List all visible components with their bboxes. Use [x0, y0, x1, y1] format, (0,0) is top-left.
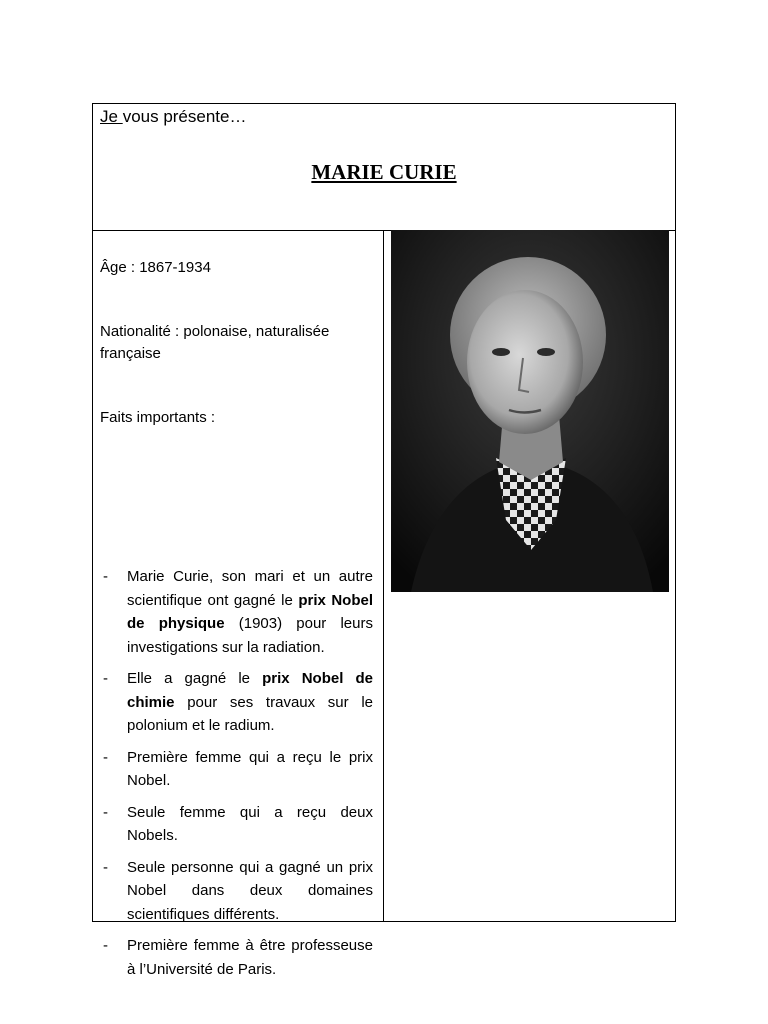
- fact-item: [100, 801, 373, 848]
- nationality-line-1: Nationalité : polonaise, naturalisée: [100, 323, 330, 340]
- bullet-dash: -: [103, 858, 108, 876]
- portrait-photo: [391, 230, 669, 592]
- fact-text: Première femme qui a reçu le prix Nobel.: [127, 748, 373, 789]
- facts-list: [100, 565, 373, 981]
- page-title: MARIE CURIE: [311, 160, 457, 184]
- fact-text: Seule personne qui a gagné un prix Nobel dans deux domaines scientifiques différents.: [127, 858, 373, 923]
- facts-label: Faits importants :: [100, 409, 216, 426]
- info-cell: [93, 230, 384, 978]
- fact-item: [100, 565, 373, 659]
- fact-text: (1903) pour leurs investigations sur la radiation.: [127, 615, 373, 656]
- nationality-line-2: française: [100, 345, 161, 362]
- fact-highlight: prix Nobel de physique: [127, 591, 373, 632]
- bullet-dash: -: [103, 748, 108, 766]
- profile-sheet: [92, 103, 676, 978]
- fact-item: [100, 667, 373, 738]
- age-line: Âge : 1867-1934: [100, 259, 211, 276]
- bullet-dash: -: [103, 803, 108, 821]
- fact-text: Marie Curie, son mari et un autre scientifique ont gagné le: [127, 568, 373, 609]
- fact-text: Première femme à être professeuse à l’Université de Paris.: [127, 937, 373, 978]
- bullet-dash: -: [103, 568, 108, 585]
- fact-text: Elle a gagné le: [127, 670, 263, 687]
- fact-item: [100, 746, 373, 793]
- fact-text: pour ses travaux sur le polonium et le radium.: [127, 693, 373, 734]
- bullet-dash: -: [103, 670, 108, 687]
- fact-highlight: prix Nobel de chimie: [127, 670, 373, 711]
- fact-text: Seule femme qui a reçu deux Nobels.: [127, 803, 373, 844]
- intro-rest: vous présente…: [122, 107, 247, 126]
- bullet-dash: -: [103, 937, 108, 954]
- fact-item: [100, 934, 373, 981]
- fact-item: [100, 856, 373, 927]
- photo-cell: [384, 230, 675, 921]
- intro-underlined: Je: [100, 107, 123, 126]
- header-cell: [93, 104, 675, 231]
- intro-text: [100, 107, 246, 127]
